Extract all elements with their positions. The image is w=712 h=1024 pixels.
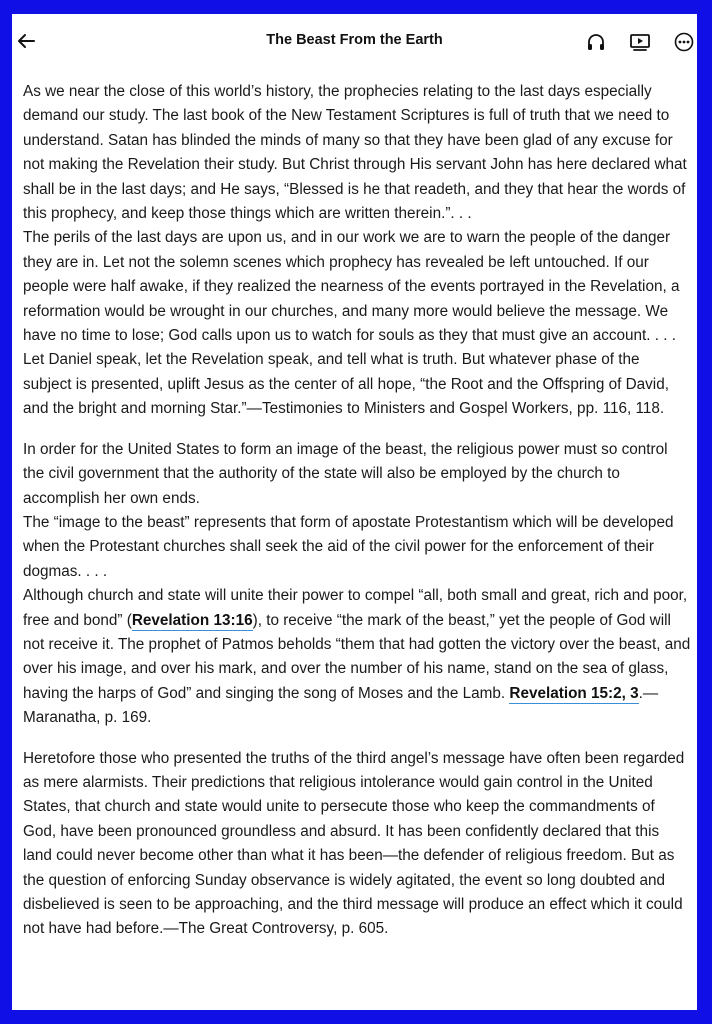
play-button[interactable] <box>629 31 651 53</box>
paragraph-4: The “image to the beast” represents that form of apostate Protestantism which will be developed when the Protestant churches shall seek the aid of the civil power for the enforcement of their dogmas. . . . <box>23 513 674 580</box>
play-video-icon <box>629 31 651 53</box>
more-options-icon <box>673 31 695 53</box>
paragraph-2: The perils of the last days are upon us, and in our work we are to warn the people of the danger they are in. Let not the solemn scenes which prophecy has revealed be left untouched. If our people were half awake, if they realized the nearness of the events portrayed in the Revelation, a reformation would be wrought in our churches, and many more would believe the message. We have no time to lose; God calls upon us to watch for souls as they that must give an account. . . . Let Daniel speak, let the Revelation speak, and tell what is truth. But whatever phase of the subject is presented, uplift Jesus as the center of all hope, “the Root and the Offspring of David, and the bright and morning Star.”—Testimonies to Ministers and Gospel Workers, pp. 116, 118. <box>23 229 680 418</box>
headphones-icon <box>585 31 607 53</box>
paragraph-5-text-b: ), to receive “the mark of the beast,” yet the people of God will not receive it. The prophet of Patmos beholds “them that had gotten the victory over the beast, and over his image, and over his mark, and over the number of his name, stand on the sea of glass, having the harps of God” and singing the song of Moses and the Lamb. <box>23 611 691 702</box>
revelation-13-16-link[interactable]: Revelation 13:16 <box>131 611 253 629</box>
article-body <box>23 80 691 942</box>
paragraph-5 <box>23 584 691 730</box>
paragraph-5-text-c: .—Maranatha, p. 169. <box>23 684 659 727</box>
audio-button[interactable] <box>585 31 607 53</box>
top-bar <box>12 14 697 70</box>
page-title: The Beast From the Earth <box>266 32 443 48</box>
reader-window <box>12 14 697 1010</box>
paragraph-6: Heretofore those who presented the truths of the third angel’s message have often been regarded as mere alarmists. Their predictions that religious intolerance would gain control in the United States, that church and state would unite to persecute those who keep the commandments of God, have been pronounced groundless and absurd. It has been confidently declared that this land could never become other than what it has been—the defender of religious freedom. But as the question of enforcing Sunday observance is widely agitated, the event so long doubted and disbelieved is seen to be approaching, and the third message will produce an effect which it could not have had before.—The Great Controversy, p. 605. <box>23 749 685 938</box>
more-options-button[interactable] <box>673 31 695 53</box>
paragraph-spacer <box>23 422 691 438</box>
paragraph-5-text-a: Although church and state will unite their power to compel “all, both small and great, rich and poor, free and bond” ( <box>23 587 688 629</box>
paragraph-spacer <box>23 731 691 747</box>
paragraph-1: As we near the close of this world’s history, the prophecies relating to the last days especially demand our study. The last book of the New Testament Scriptures is full of truth that we need to understand. Satan has blinded the minds of many so that they have been glad of any excuse for not making the Revelation their study. But Christ through His servant John has here declared what shall be in the last days; and He says, “Blessed is he that readeth, and they that hear the words of this prophecy, and keep those things which are written therein.”. . . <box>23 83 687 223</box>
revelation-15-2-3-link[interactable]: Revelation 15:2, 3 <box>509 684 639 702</box>
paragraph-3: In order for the United States to form an image of the beast, the religious power must so control the civil government that the authority of the state will also be employed by the church to accomplish her own ends. <box>23 440 668 507</box>
